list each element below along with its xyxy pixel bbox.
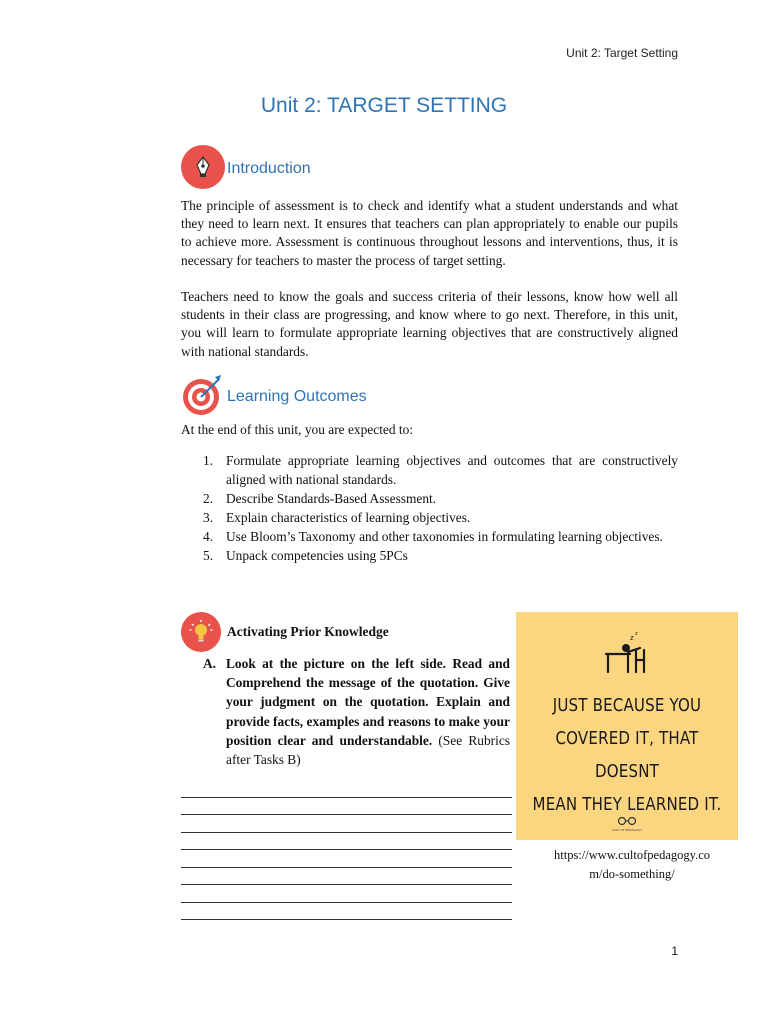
list-item — [203, 546, 678, 565]
task-letter: A. — [203, 656, 217, 671]
task-instructions — [226, 654, 510, 769]
image-caption — [525, 846, 739, 884]
answer-line[interactable] — [181, 885, 512, 903]
learning-outcomes-list — [203, 451, 678, 565]
sleeping-student-icon — [602, 628, 650, 676]
list-text: Formulate appropriate learning objectives and outcomes that are constructively aligned with national standards. — [226, 453, 678, 487]
svg-text:z: z — [635, 631, 638, 637]
introduction-heading — [181, 145, 311, 189]
answer-line[interactable] — [181, 833, 512, 851]
list-number: 2. — [203, 491, 214, 506]
poster-quote-line-2: COVERED IT, THAT DOESNT — [555, 729, 699, 782]
list-item — [203, 451, 678, 489]
list-text: Unpack competencies using 5PCs — [226, 548, 408, 563]
learning-outcomes-heading-label: Learning Outcomes — [227, 388, 367, 405]
list-text: Explain characteristics of learning objectives. — [226, 510, 471, 525]
running-header: Unit 2: Target Setting — [566, 46, 678, 60]
introduction-paragraph-2: Teachers need to know the goals and success criteria of their lessons, know how well all students in their class are progressing, and know where to go next. Therefore, in this unit, you will learn to formulate appropriate learning objectives that are constructively aligned with national standards. — [181, 289, 678, 359]
poster-logo-text: CULT OF PEDAGOGY — [611, 828, 643, 832]
answer-lines[interactable] — [181, 780, 512, 920]
list-item — [203, 527, 678, 546]
list-number: 3. — [203, 510, 214, 525]
caption-line-2: m/do-something/ — [589, 867, 675, 881]
target-icon — [181, 373, 225, 417]
list-number: 4. — [203, 529, 214, 544]
answer-line[interactable] — [181, 850, 512, 868]
task-instructions-bold: Look at the picture on the left side. Read and Comprehend the message of the quotation. Give your judgment on the quotation. Explain and provide facts, examples and reasons to make your position clear and understandable. — [226, 656, 510, 748]
introduction-paragraph-1: The principle of assessment is to check and identify what a student understands and what they need to learn next. It ensures that teachers can plan appropriately to enable our pupils to achieve more. Assessment is continuous throughout lessons and interventions, thus, it is necessary for teachers to master the process of target setting. — [181, 198, 678, 268]
task-a — [203, 654, 510, 769]
list-item — [203, 489, 678, 508]
page-number: 1 — [671, 944, 678, 958]
task-instructions-note: (See Rubrics after Tasks B) — [226, 732, 510, 768]
answer-line[interactable] — [181, 798, 512, 816]
pen-nib-icon — [181, 145, 225, 189]
list-text: Describe Standards-Based Assessment. — [226, 491, 437, 506]
learning-outcomes-intro: At the end of this unit, you are expected to: — [181, 422, 414, 437]
poster-quote-line-1: JUST BECAUSE YOU — [552, 696, 702, 716]
glasses-logo-icon — [616, 816, 638, 826]
caption-line-1: https://www.cultofpedagogy.co — [554, 848, 710, 862]
page-title: Unit 2: TARGET SETTING — [260, 94, 508, 117]
list-number: 1. — [203, 453, 214, 468]
answer-line[interactable] — [181, 903, 512, 921]
learning-outcomes-heading — [181, 373, 367, 417]
poster-quote-line-3: MEAN THEY LEARNED IT. — [532, 795, 722, 815]
answer-line[interactable] — [181, 780, 512, 798]
list-number: 5. — [203, 548, 214, 563]
answer-line[interactable] — [181, 815, 512, 833]
introduction-heading-label: Introduction — [227, 160, 311, 177]
list-item — [203, 508, 678, 527]
svg-text:z: z — [630, 634, 634, 642]
answer-line[interactable] — [181, 868, 512, 886]
activating-prior-knowledge-heading — [181, 612, 389, 652]
poster-quote — [532, 690, 723, 822]
quote-poster — [516, 612, 738, 840]
lightbulb-icon — [181, 612, 221, 652]
list-text: Use Bloom’s Taxonomy and other taxonomies in formulating learning objectives. — [226, 529, 663, 544]
activating-prior-knowledge-label: Activating Prior Knowledge — [227, 624, 389, 639]
